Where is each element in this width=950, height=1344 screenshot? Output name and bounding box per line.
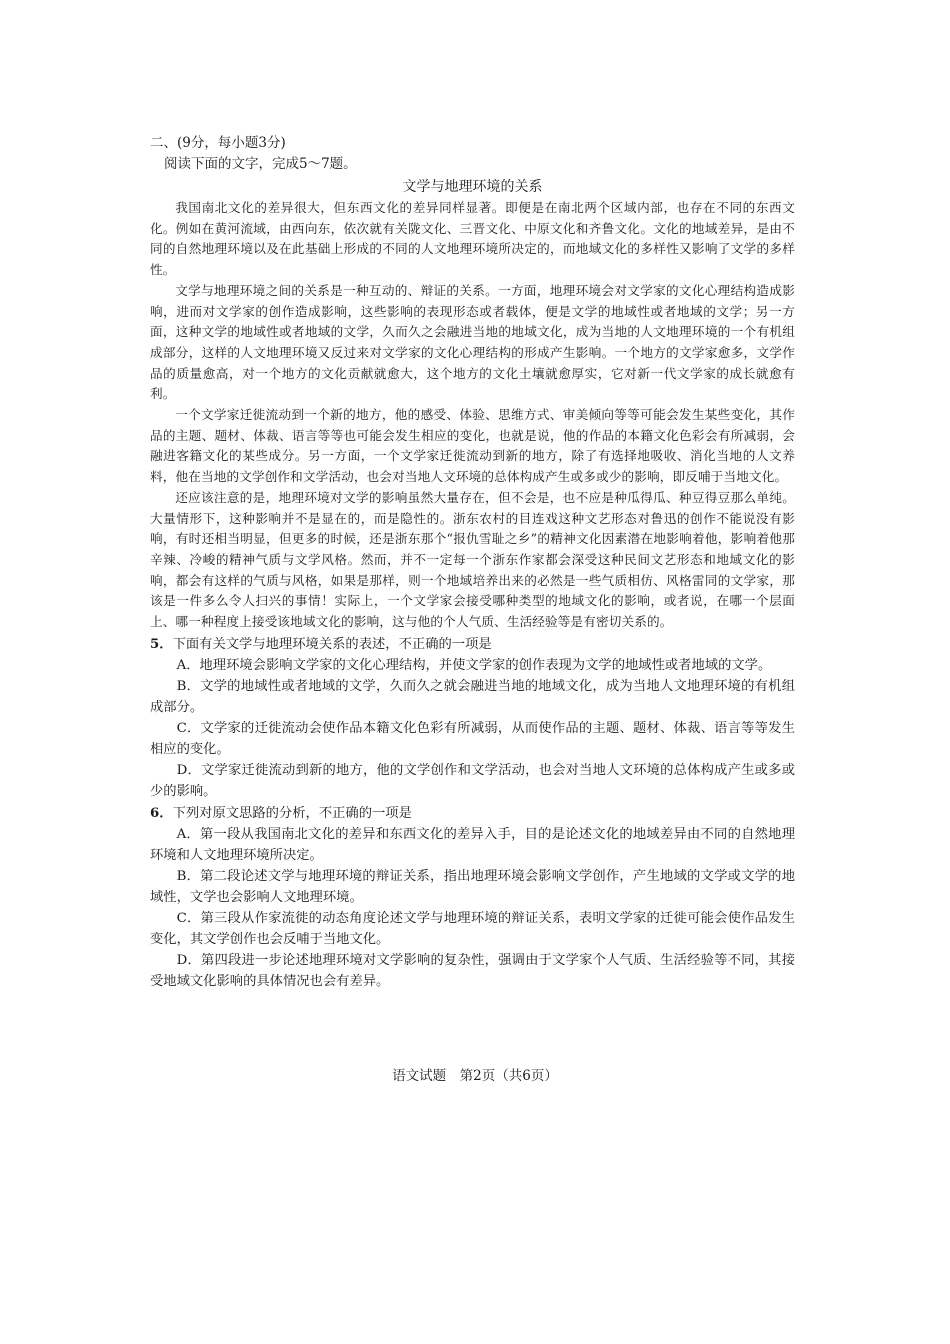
- section-heading: 二、(9分，每小题3分): [150, 135, 286, 151]
- question-number: 5．: [150, 636, 173, 652]
- question-stem: [150, 634, 795, 655]
- page-footer: 语文试题 第2页（共6页）: [392, 1068, 558, 1084]
- article-title: 文学与地理环境的关系: [402, 179, 543, 195]
- question-text: 下面有关文学与地理环境关系的表述，不正确的一项是: [172, 636, 492, 652]
- article-paragraph-4: 还应该注意的是，地理环境对文学的影响虽然大量存在，但不会是，也不应是种瓜得瓜、种豆得豆那么单纯。大量情形下，这种影响并不是显在的，而是隐性的。浙东农村的目连戏这种文艺形态对鲁迅的创作不能说没有影响，有时还相当明显，但更多的时候，还是浙东那个“报仇雪耻之乡”的精神文化因素潜在地影响着他，影响着他那辛辣、冷峻的精神气质与文学风格。然而，并不一定每一个浙东作家都会深受这种民间文艺形态和地域文化的影响，都会有这样的气质与风格，如果是那样，则一个地域培养出来的必然是一些气质相仿、风格雷同的文学家，那该是一件多么令人扫兴的事情！实际上，一个文学家会接受哪种类型的地域文化的影响，或者说，在哪一个层面上、哪一种程度上接受该地域文化的影响，这与他的个人气质、生活经验等是有密切关系的。: [150, 489, 795, 630]
- reading-instruction: 阅读下面的文字，完成5～7题。: [164, 156, 357, 172]
- option-b: B．文学的地域性或者地域的文学，久而久之就会融进当地的地域文化，成为当地人文地理环境的有机组成部分。: [150, 678, 795, 715]
- option-d: D．第四段进一步论述地理环境对文学影响的复杂性，强调由于文学家个人气质、生活经验等不同，其接受地域文化影响的具体情况也会有差异。: [150, 952, 795, 989]
- option-d: D．文学家迁徙流动到新的地方，他的文学创作和文学活动，也会对当地人文环境的总体构成产生或多或少的影响。: [150, 762, 795, 799]
- article-paragraph-2: 文学与地理环境之间的关系是一种互动的、辩证的关系。一方面，地理环境会对文学家的文化心理结构造成影响，进而对文学家的创作造成影响，这些影响的表现形态或者载体，便是文学的地域性或者地域的文学；另一方面，这种文学的地域性或者地域的文学，久而久之会融进当地的地域文化，成为当地的人文地理环境的一个有机组成部分，这样的人文地理环境又反过来对文学家的文化心理结构的形成产生影响。一个地方的文学家愈多，文学作品的质量愈高，对一个地方的文化贡献就愈大，这个地方的文化土壤就愈厚实，它对新一代文学家的成长就愈有利。: [150, 282, 795, 402]
- option-c: C．第三段从作家流徙的动态角度论述文学与地理环境的辩证关系，表明文学家的迁徙可能会使作品发生变化，其文学创作也会反哺于当地文化。: [150, 910, 795, 947]
- question-6: [150, 803, 795, 992]
- option-a: A．第一段从我国南北文化的差异和东西文化的差异入手，目的是论述文化的地域差异由不同的自然地理环境和人文地理环境所决定。: [150, 826, 795, 863]
- question-5: [150, 634, 795, 802]
- article-paragraph-3: 一个文学家迁徙流动到一个新的地方，他的感受、体验、思维方式、审美倾向等等可能会发生某些变化，其作品的主题、题材、体裁、语言等等也可能会发生相应的变化，也就是说，他的作品的本籍文化色彩会有所减弱，会融进客籍文化的某些成分。另一方面，一个文学家迁徙流动到新的地方，除了有选择地吸收、消化当地的人文养料，他在当地的文学创作和文学活动，也会对当地人文环境的总体构成产生或多或少的影响，即反哺于当地文化。: [150, 407, 795, 485]
- option-c: C．文学家的迁徙流动会使作品本籍文化色彩有所减弱，从而使作品的主题、题材、体裁、语言等等发生相应的变化。: [150, 720, 795, 757]
- article-paragraph-1: 我国南北文化的差异很大，但东西文化的差异同样显著。即便是在南北两个区域内部，也存在不同的东西文化。例如在黄河流域，由西向东，依次就有关陇文化、三晋文化、中原文化和齐鲁文化。文化的地域差异，是由不同的自然地理环境以及在此基础上形成的不同的人文地理环境所决定的，而地域文化的多样性又影响了文学的多样性。: [150, 200, 795, 278]
- question-text: 下列对原文思路的分析，不正确的一项是: [172, 805, 412, 821]
- option-a: A．地理环境会影响文学家的文化心理结构，并使文学家的创作表现为文学的地域性或者地域的文学。: [176, 657, 772, 673]
- page-content: [150, 133, 795, 992]
- question-number: 6．: [150, 805, 173, 821]
- option-b: B．第二段论述文学与地理环境的辩证关系，指出地理环境会影响文学创作，产生地域的文学或文学的地域性，文学也会影响人文地理环境。: [150, 868, 795, 905]
- question-stem: [150, 803, 795, 824]
